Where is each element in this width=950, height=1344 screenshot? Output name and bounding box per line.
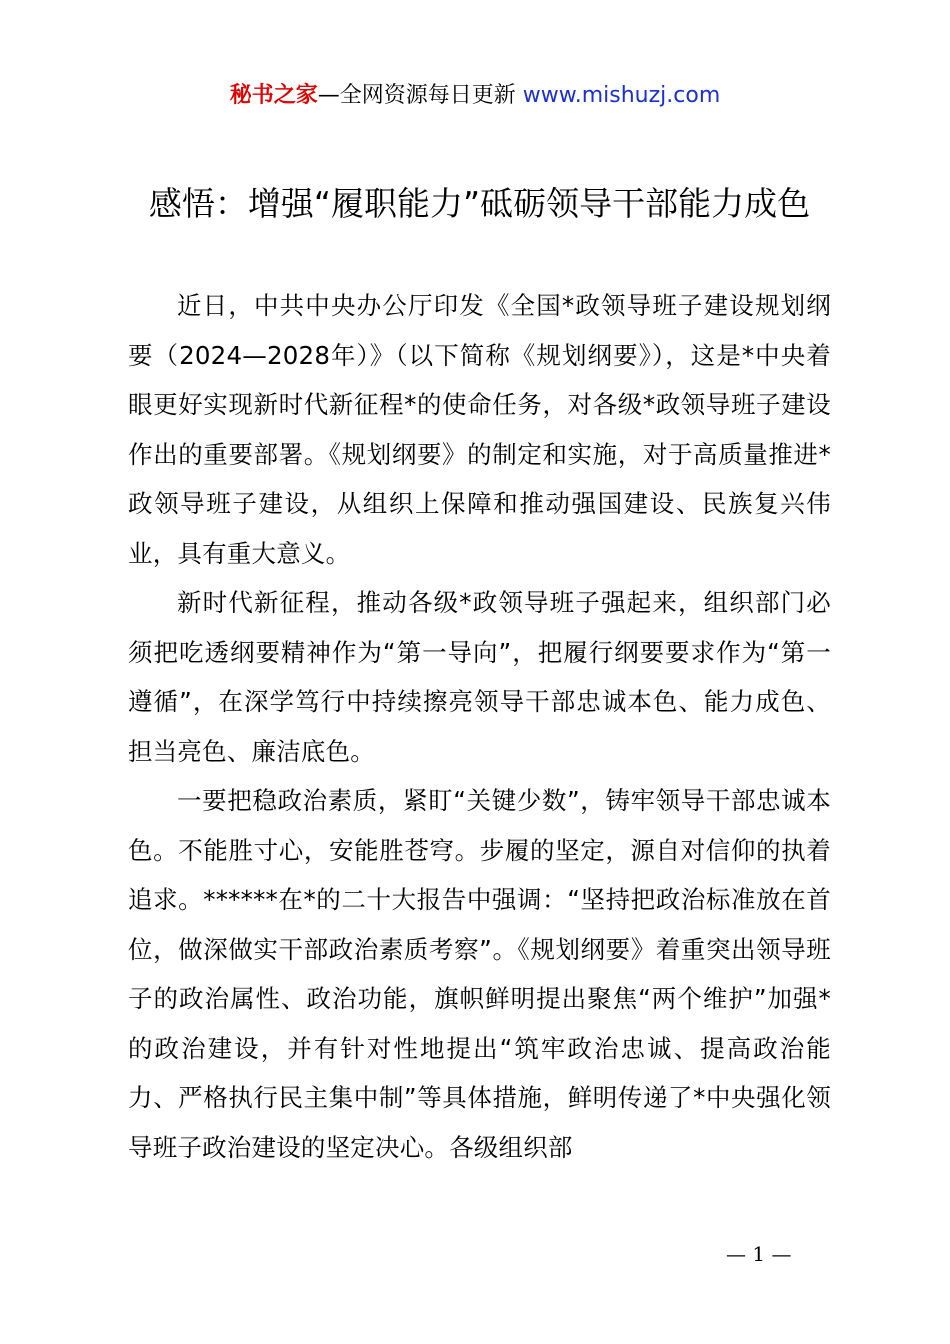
site-header bbox=[0, 80, 950, 112]
document-title: 感悟：增强“履职能力”砥砺领导干部能力成色 bbox=[148, 184, 811, 223]
page-number: — 1 — bbox=[726, 1242, 792, 1266]
paragraph: 新时代新征程，推动各级*政领导班子强起来，组织部门必须把吃透纲要精神作为“第一导向”，把履行纲要要求作为“第一遵循”，在深学笃行中持续擦亮领导干部忠诚本色、能力成色、担当亮色、廉洁底色。 bbox=[128, 588, 831, 766]
brand-name: 秘书之家 bbox=[229, 83, 318, 108]
site-url-link[interactable]: www.mishuzj.com bbox=[522, 83, 721, 108]
paragraph: 一要把稳政治素质，紧盯“关键少数”，铸牢领导干部忠诚本色。不能胜寸心，安能胜苍穹。步履的坚定，源自对信仰的执着追求。******在*的二十大报告中强调：“坚持把政治标准放在首位，做深做实干部政治素质考察”。《规划纲要》着重突出领导班子的政治属性、政治功能，旗帜鲜明提出聚焦“两个维护”加强*的政治建设，并有针对性地提出“筑牢政治忠诚、提高政治能力、严格执行民主集中制”等具体措施，鲜明传递了*中央强化领导班子政治建设的坚定决心。各级组织部 bbox=[128, 786, 831, 1162]
paragraph: 近日，中共中央办公厅印发《全国*政领导班子建设规划纲要（2024—2028年）》（以下简称《规划纲要》），这是*中央着眼更好实现新时代新征程*的使命任务，对各级*政领导班子建设作出的重要部署。《规划纲要》的制定和实施，对于高质量推进*政领导班子建设，从组织上保障和推动强国建设、民族复兴伟业，具有重大意义。 bbox=[128, 291, 831, 568]
document-body bbox=[128, 281, 831, 1172]
header-tagline: —全网资源每日更新 bbox=[317, 83, 523, 108]
